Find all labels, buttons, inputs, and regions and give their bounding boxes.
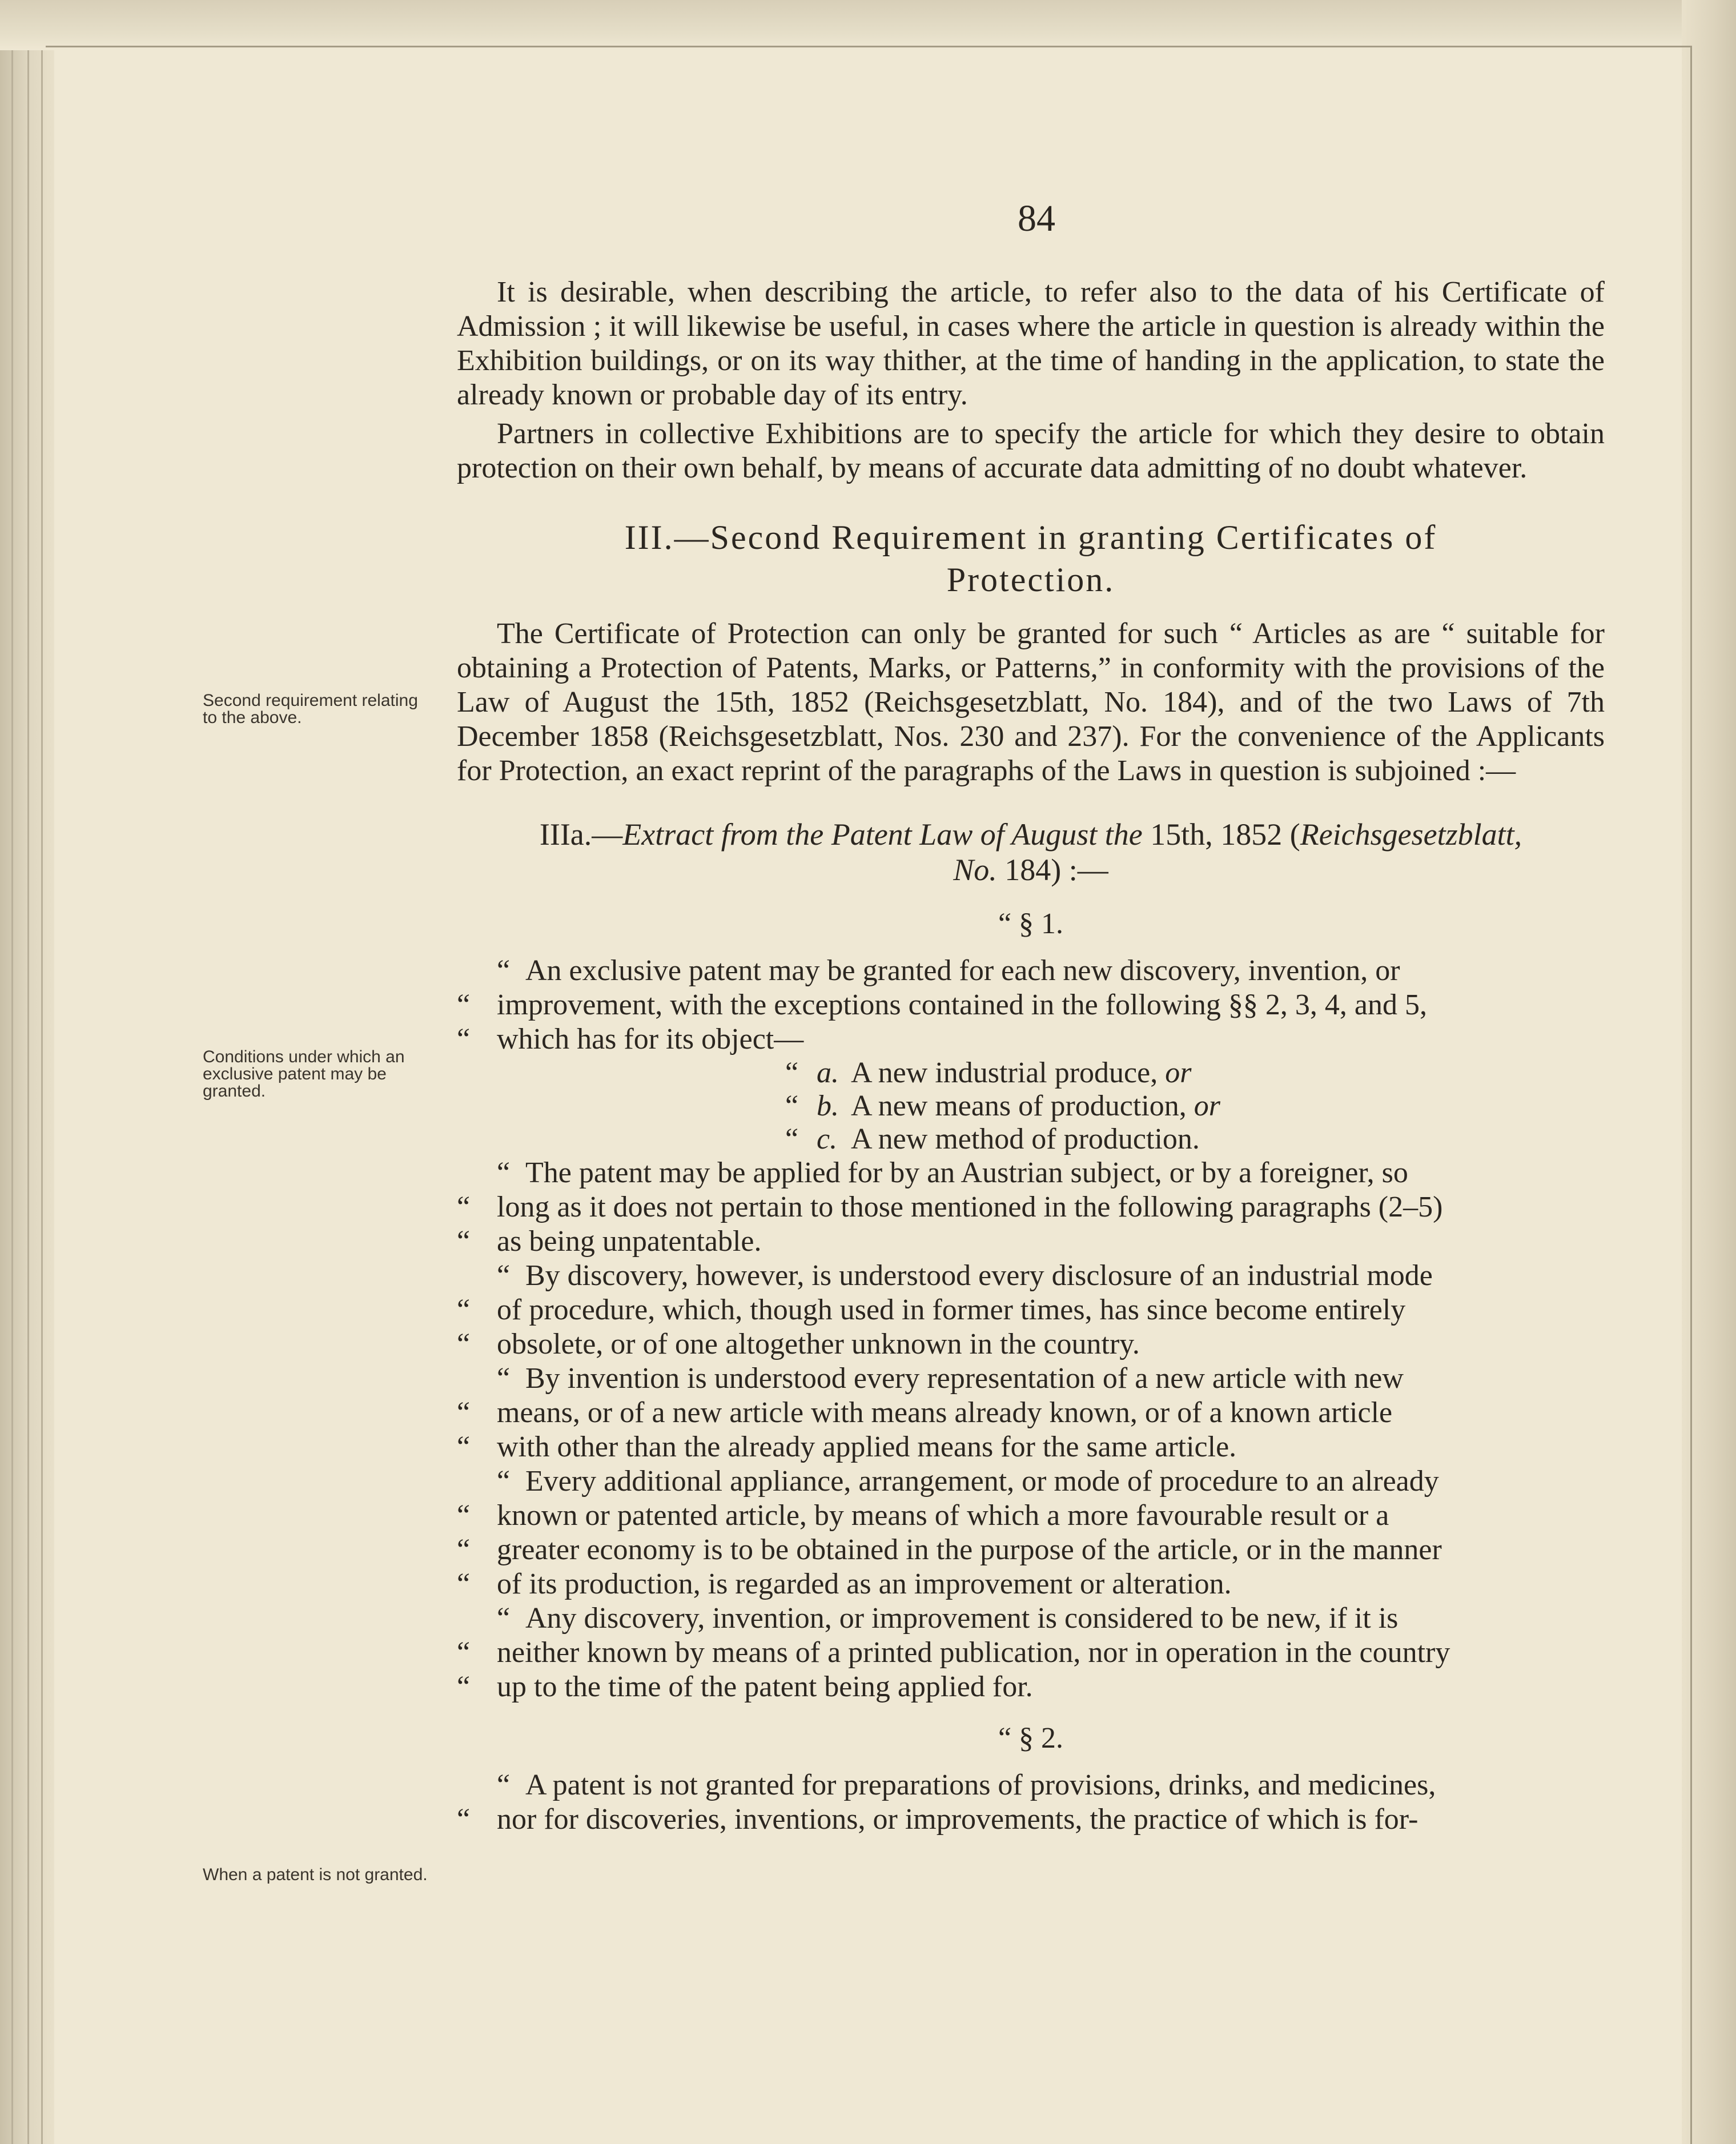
page-number: 84: [1018, 198, 1055, 239]
extract-heading: [457, 817, 1605, 888]
extract-gazette: Reichsgesetzblatt,: [1300, 817, 1522, 852]
item-letter: c.: [817, 1123, 838, 1155]
quoted-line: [457, 1601, 1605, 1636]
quoted-line-text: up to the time of the patent being applied for.: [497, 1671, 1033, 1703]
quoted-line-text: of procedure, which, though used in former times, has since become entirely: [497, 1294, 1406, 1326]
extract-prefix: IIIa.—: [539, 817, 623, 852]
quote-mark: “: [497, 1602, 511, 1635]
quoted-line: [457, 954, 1605, 988]
quote-mark: “: [457, 1191, 471, 1223]
section-2-text: [457, 1768, 1605, 1837]
quoted-line: [457, 1362, 1605, 1396]
list-item: [457, 1057, 1605, 1090]
section-2-label: “ § 2.: [998, 1722, 1064, 1754]
intro-paragraph: It is desirable, when describing the article, to refer also to the data of his Certificate of Admission ; it will likewise be useful, in cases where the article in question is already within the Exhibition buildings, or on its way thither, at the time of handing in the application, to state the already known or probable day of its entry.: [457, 276, 1605, 411]
quoted-line: [457, 1259, 1605, 1293]
quoted-line: [457, 988, 1605, 1022]
list-item: [457, 1090, 1605, 1123]
quoted-line: [457, 1327, 1605, 1362]
item-suffix: or: [1194, 1090, 1221, 1122]
quoted-line-text: with other than the already applied means for the same article.: [497, 1431, 1237, 1463]
extract-title: Extract from the Patent Law of August the: [622, 817, 1143, 852]
binding-line: [11, 0, 13, 2144]
section-1-paragraphs: [457, 1156, 1605, 1704]
item-text: A new method of production.: [851, 1123, 1200, 1155]
quoted-line-text: Any discovery, invention, or improvement is considered to be new, if it is: [525, 1602, 1399, 1635]
quoted-line-text: nor for discoveries, inventions, or improvements, the practice of which is for-: [497, 1803, 1418, 1836]
quoted-line: [457, 1022, 1605, 1057]
quote-mark: “: [457, 1568, 471, 1600]
quote-mark: “: [497, 1259, 511, 1292]
quote-mark: “: [497, 1769, 511, 1801]
quote-mark: “: [457, 989, 471, 1021]
extract-date: 15th, 1852 (: [1150, 817, 1300, 852]
quoted-line-text: long as it does not pertain to those mentioned in the following paragraphs (2–5): [497, 1191, 1443, 1223]
margin-note-conditions: Conditions under which an exclusive patent may be granted.: [203, 1047, 405, 1101]
quoted-line: [457, 1190, 1605, 1224]
quoted-line-text: A patent is not granted for preparations of provisions, drinks, and medicines,: [525, 1769, 1436, 1801]
quoted-line-text: greater economy is to be obtained in the purpose of the article, or in the manner: [497, 1533, 1442, 1566]
item-text: A new industrial produce,: [851, 1057, 1158, 1089]
section-1-intro: [457, 954, 1605, 1057]
quote-mark: “: [785, 1090, 799, 1122]
quoted-line: [457, 1396, 1605, 1430]
quote-mark: “: [497, 954, 511, 987]
quote-mark: “: [457, 1023, 471, 1055]
list-item: [457, 1123, 1605, 1156]
extract-suffix: 184) :—: [1004, 853, 1108, 887]
margin-note-not-granted: When a patent is not granted.: [203, 1865, 428, 1884]
section-heading-line: Protection.: [946, 561, 1115, 599]
quoted-line: [457, 1533, 1605, 1567]
quote-mark: “: [497, 1157, 511, 1189]
quote-mark: “: [457, 1671, 471, 1703]
quoted-line-text: of its production, is regarded as an improvement or alteration.: [497, 1568, 1232, 1600]
quote-mark: “: [457, 1803, 471, 1836]
quoted-line: [457, 1156, 1605, 1190]
quote-mark: “: [457, 1499, 471, 1532]
item-suffix: or: [1165, 1057, 1192, 1089]
quoted-line: [457, 1802, 1605, 1837]
quoted-line-text: known or patented article, by means of which a more favourable result or a: [497, 1499, 1389, 1532]
quoted-line-text: The patent may be applied for by an Austrian subject, or by a foreigner, so: [525, 1157, 1408, 1189]
quote-mark: “: [457, 1396, 471, 1429]
quoted-line: [457, 1464, 1605, 1499]
main-text: [457, 275, 1605, 1837]
quoted-line: [457, 1670, 1605, 1704]
quoted-line: [457, 1499, 1605, 1533]
item-letter: b.: [817, 1090, 839, 1122]
section-1-items: [457, 1057, 1605, 1156]
quoted-line-text: improvement, with the exceptions contained in the following §§ 2, 3, 4, and 5,: [497, 989, 1428, 1021]
section-heading: [457, 516, 1605, 601]
quoted-line-text: Every additional appliance, arrangement, or mode of procedure to an already: [525, 1465, 1439, 1497]
quote-mark: “: [457, 1328, 471, 1360]
extract-no: No.: [953, 853, 997, 887]
binding-line: [41, 0, 43, 2144]
page-border-top: [46, 46, 1690, 47]
quoted-line: [457, 1293, 1605, 1327]
section-1-label: “ § 1.: [998, 908, 1064, 940]
margin-note-second-requirement: Second requirement relating to the above.: [203, 691, 418, 727]
intro-paragraph: Partners in collective Exhibitions are to specify the article for which they desire to obtain protection on their own behalf, by means of accurate data admitting of no doubt whatever.: [457, 417, 1605, 484]
item-letter: a.: [817, 1057, 839, 1089]
quoted-line-text: neither known by means of a printed publication, nor in operation in the country: [497, 1636, 1450, 1669]
page-border-right: [1690, 46, 1692, 2144]
quote-mark: “: [457, 1636, 471, 1669]
quote-mark: “: [785, 1057, 799, 1089]
binding-line: [27, 0, 29, 2144]
quoted-line-text: as being unpatentable.: [497, 1225, 762, 1258]
top-page-edge: [0, 0, 1736, 50]
quoted-line-text: An exclusive patent may be granted for each new discovery, invention, or: [525, 954, 1400, 987]
quote-mark: “: [457, 1533, 471, 1566]
quoted-line-text: By discovery, however, is understood every disclosure of an industrial mode: [525, 1259, 1433, 1292]
quoted-line: [457, 1636, 1605, 1670]
quoted-line: [457, 1768, 1605, 1802]
quote-mark: “: [457, 1431, 471, 1463]
quote-mark: “: [497, 1465, 511, 1497]
quoted-line-text: means, or of a new article with means already known, or of a known article: [497, 1396, 1393, 1429]
quote-mark: “: [497, 1362, 511, 1395]
quoted-line-text: By invention is understood every representation of a new article with new: [525, 1362, 1404, 1395]
quoted-line: [457, 1224, 1605, 1259]
quoted-line-text: which has for its object—: [497, 1023, 804, 1055]
quote-mark: “: [457, 1294, 471, 1326]
quote-mark: “: [457, 1225, 471, 1258]
quoted-line: [457, 1430, 1605, 1464]
section-paragraph: The Certificate of Protection can only be granted for such “ Articles as are “ suitable for obtaining a Protection of Patents, Marks, or Patterns,” in conformity with the provisions of the Law of August the 15th, 1852 (Reichsgesetzblatt, No. 184), and of the two Laws of 7th December 1858 (Reichsgesetzblatt, Nos. 230 and 237). For the convenience of the Applicants for Protection, an exact reprint of the paragraphs of the Laws in question is subjoined :—: [457, 617, 1605, 787]
quoted-line-text: obsolete, or of one altogether unknown in the country.: [497, 1328, 1140, 1360]
quote-mark: “: [785, 1123, 799, 1155]
section-heading-line: III.—Second Requirement in granting Certificates of: [624, 519, 1437, 556]
quoted-line: [457, 1567, 1605, 1601]
item-text: A new means of production,: [851, 1090, 1187, 1122]
